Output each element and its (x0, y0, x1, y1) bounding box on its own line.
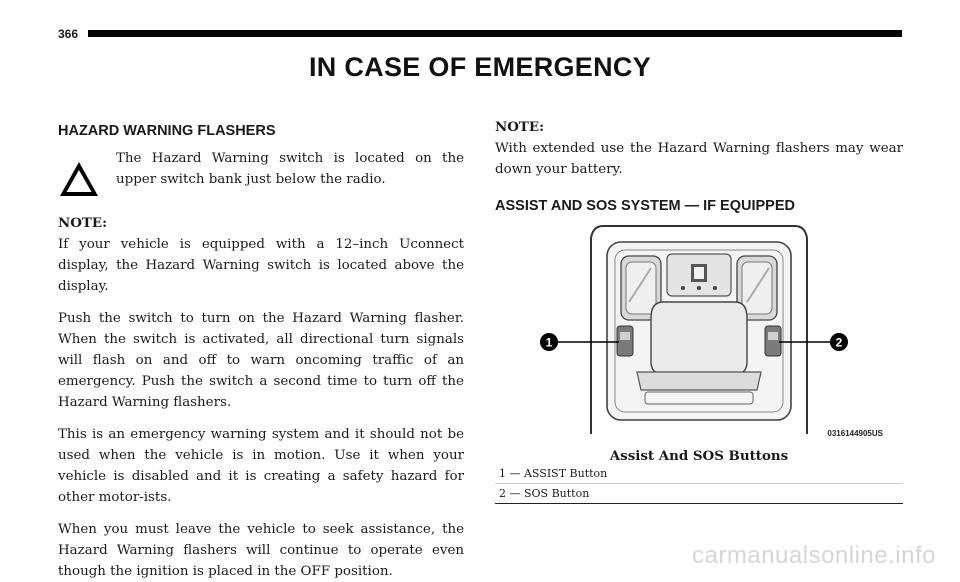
legend-row: 2 — SOS Button (495, 484, 903, 504)
paragraph: When you must leave the vehicle to seek assistance, the Hazard Warning flashers will continue to operate even though the ignition is placed in the OFF position. (58, 522, 464, 579)
warning-triangle-icon (58, 148, 116, 202)
callout-label: 1 (545, 335, 553, 350)
paragraph: This is an emergency warning system and it should not be used when the vehicle is in motion. Use it when your vehicle is disabled and it is creating a safety hazard for other motor-ists. (58, 427, 464, 505)
note-label: NOTE: (495, 119, 545, 135)
watermark: carmanualsonline.info (692, 542, 936, 569)
figure-caption: Assist And SOS Buttons (609, 448, 789, 464)
callout-label: 2 (835, 335, 843, 350)
warning-block (58, 148, 464, 202)
chapter-title: IN CASE OF EMERGENCY (308, 52, 652, 82)
note-text: If your vehicle is equipped with a 12–inch Uconnect display, the Hazard Warning switch is located above the display. (58, 237, 464, 294)
right-column (495, 117, 903, 504)
hazard-heading: HAZARD WARNING FLASHERS (58, 123, 276, 139)
assist-sos-heading: ASSIST AND SOS SYSTEM — IF EQUIPPED (495, 198, 795, 214)
figure-code: 0316144905US (827, 429, 883, 438)
figure-legend (495, 464, 903, 504)
note-label: NOTE: (58, 215, 108, 231)
note-text: With extended use the Hazard Warning flashers may wear down your battery. (495, 141, 903, 177)
left-column (58, 117, 464, 582)
legend-row: 1 — ASSIST Button (495, 464, 903, 484)
header-rule (88, 30, 902, 37)
paragraph: Push the switch to turn on the Hazard Warning flasher. When the switch is activated, all directional turn signals will flash on and off to warn oncoming traffic of an emergency. Push the switch a second time to turn off the Hazard Warning flashers. (58, 311, 464, 410)
warning-text: The Hazard Warning switch is located on the upper switch bank just below the radio. (116, 151, 464, 187)
page-number: 366 (58, 27, 79, 41)
overhead-console-figure (495, 222, 903, 444)
